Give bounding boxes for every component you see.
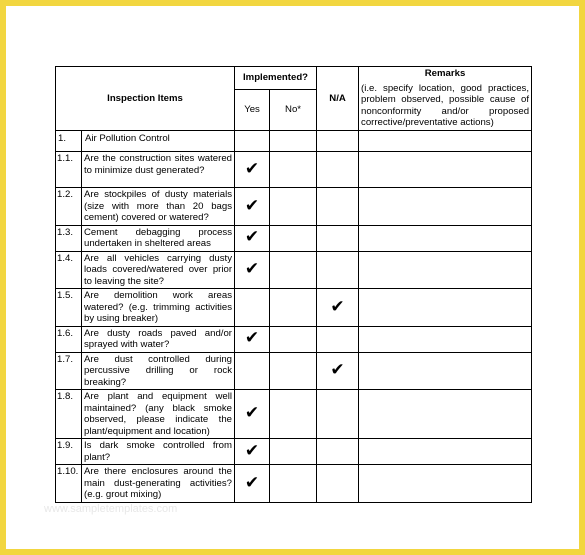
table-row (56, 390, 532, 439)
no-cell (270, 465, 317, 503)
yes-cell (235, 352, 270, 390)
no-cell (270, 251, 317, 289)
remarks-cell (359, 326, 532, 352)
header-row-top (56, 67, 532, 90)
na-cell (317, 352, 359, 390)
item-question: Are dust controlled during percussive drilling or rock breaking? (82, 352, 235, 390)
na-cell (317, 326, 359, 352)
empty-cell (270, 131, 317, 152)
remarks-header (359, 67, 532, 131)
empty-cell (317, 131, 359, 152)
remarks-cell (359, 390, 532, 439)
check-mark-icon: ✔ (244, 227, 260, 248)
no-cell (270, 289, 317, 327)
check-mark-icon: ✔ (244, 158, 260, 179)
table-row (56, 326, 532, 352)
item-question: Are the construction sites watered to minimize dust generated? (82, 152, 235, 188)
no-header: No* (270, 90, 317, 131)
table-row (56, 352, 532, 390)
na-cell (317, 188, 359, 226)
no-cell (270, 439, 317, 465)
document-page (6, 6, 579, 549)
na-cell (317, 251, 359, 289)
item-number: 1.10. (56, 465, 82, 503)
na-cell (317, 152, 359, 188)
check-mark-icon: ✔ (330, 360, 345, 380)
check-mark-icon: ✔ (330, 296, 345, 317)
remarks-title: Remarks (424, 68, 466, 79)
item-question: Are all vehicles carrying dusty loads covered/watered over prior to leaving the site? (82, 251, 235, 289)
check-mark-icon: ✔ (244, 472, 260, 493)
remarks-cell (359, 188, 532, 226)
section-row (56, 131, 532, 152)
remarks-cell (359, 152, 532, 188)
empty-cell (235, 131, 270, 152)
implemented-header: Implemented? (235, 67, 317, 90)
item-number: 1.6. (56, 326, 82, 352)
table-row (56, 225, 532, 251)
watermark: www.sampletemplates.com (44, 503, 178, 515)
remarks-cell (359, 439, 532, 465)
check-mark-icon: ✔ (244, 328, 260, 349)
remarks-cell (359, 465, 532, 503)
no-cell (270, 225, 317, 251)
remarks-cell (359, 225, 532, 251)
item-question: Is dark smoke controlled from plant? (82, 439, 235, 465)
item-question: Are demolition work areas watered? (e.g. trimming activities by using breaker) (82, 289, 235, 327)
remarks-cell (359, 352, 532, 390)
no-cell (270, 326, 317, 352)
check-mark-icon: ✔ (244, 195, 260, 216)
na-cell (317, 225, 359, 251)
no-cell (270, 352, 317, 390)
table-row (56, 289, 532, 327)
item-number: 1.3. (56, 225, 82, 251)
item-number: 1.5. (56, 289, 82, 327)
yes-cell (235, 326, 270, 352)
inspection-checklist-table (55, 66, 532, 503)
item-number: 1.2. (56, 188, 82, 226)
item-question: Are stockpiles of dusty materials (size with more than 20 bags cement) covered or watered? (82, 188, 235, 226)
check-mark-icon: ✔ (244, 259, 260, 279)
check-mark-icon: ✔ (244, 403, 260, 424)
item-number: 1.8. (56, 390, 82, 439)
item-question: Are dusty roads paved and/or sprayed with water? (82, 326, 235, 352)
item-number: 1.1. (56, 152, 82, 188)
remarks-instructions: (i.e. specify location, good practices, problem observed, possible cause of nonconformity and/or proposed corrective/preventative actions) (361, 82, 530, 128)
yes-cell (235, 152, 270, 188)
yes-cell (235, 225, 270, 251)
na-cell (317, 390, 359, 439)
empty-cell (359, 131, 532, 152)
no-cell (270, 390, 317, 439)
na-cell (317, 465, 359, 503)
yes-cell (235, 390, 270, 439)
table-row (56, 188, 532, 226)
table-row (56, 465, 532, 503)
na-header: N/A (317, 67, 359, 131)
na-cell (317, 289, 359, 327)
section-title: Air Pollution Control (82, 131, 235, 152)
no-cell (270, 188, 317, 226)
table-row (56, 152, 532, 188)
yes-cell (235, 251, 270, 289)
item-number: 1.4. (56, 251, 82, 289)
remarks-cell (359, 289, 532, 327)
remarks-cell (359, 251, 532, 289)
item-question: Are there enclosures around the main dust-generating activities? (e.g. grout mixing) (82, 465, 235, 503)
item-number: 1.7. (56, 352, 82, 390)
item-question: Cement debagging process undertaken in sheltered areas (82, 225, 235, 251)
na-cell (317, 439, 359, 465)
table-row (56, 251, 532, 289)
inspection-items-header: Inspection Items (56, 67, 235, 131)
yes-header: Yes (235, 90, 270, 131)
check-mark-icon: ✔ (244, 440, 260, 461)
yes-cell (235, 439, 270, 465)
item-question: Are plant and equipment well maintained? (any black smoke observed, please indicate the plant/equipment and location) (82, 390, 235, 439)
item-number: 1.9. (56, 439, 82, 465)
section-number: 1. (56, 131, 82, 152)
yes-cell (235, 289, 270, 327)
no-cell (270, 152, 317, 188)
yes-cell (235, 188, 270, 226)
yes-cell (235, 465, 270, 503)
table-row (56, 439, 532, 465)
